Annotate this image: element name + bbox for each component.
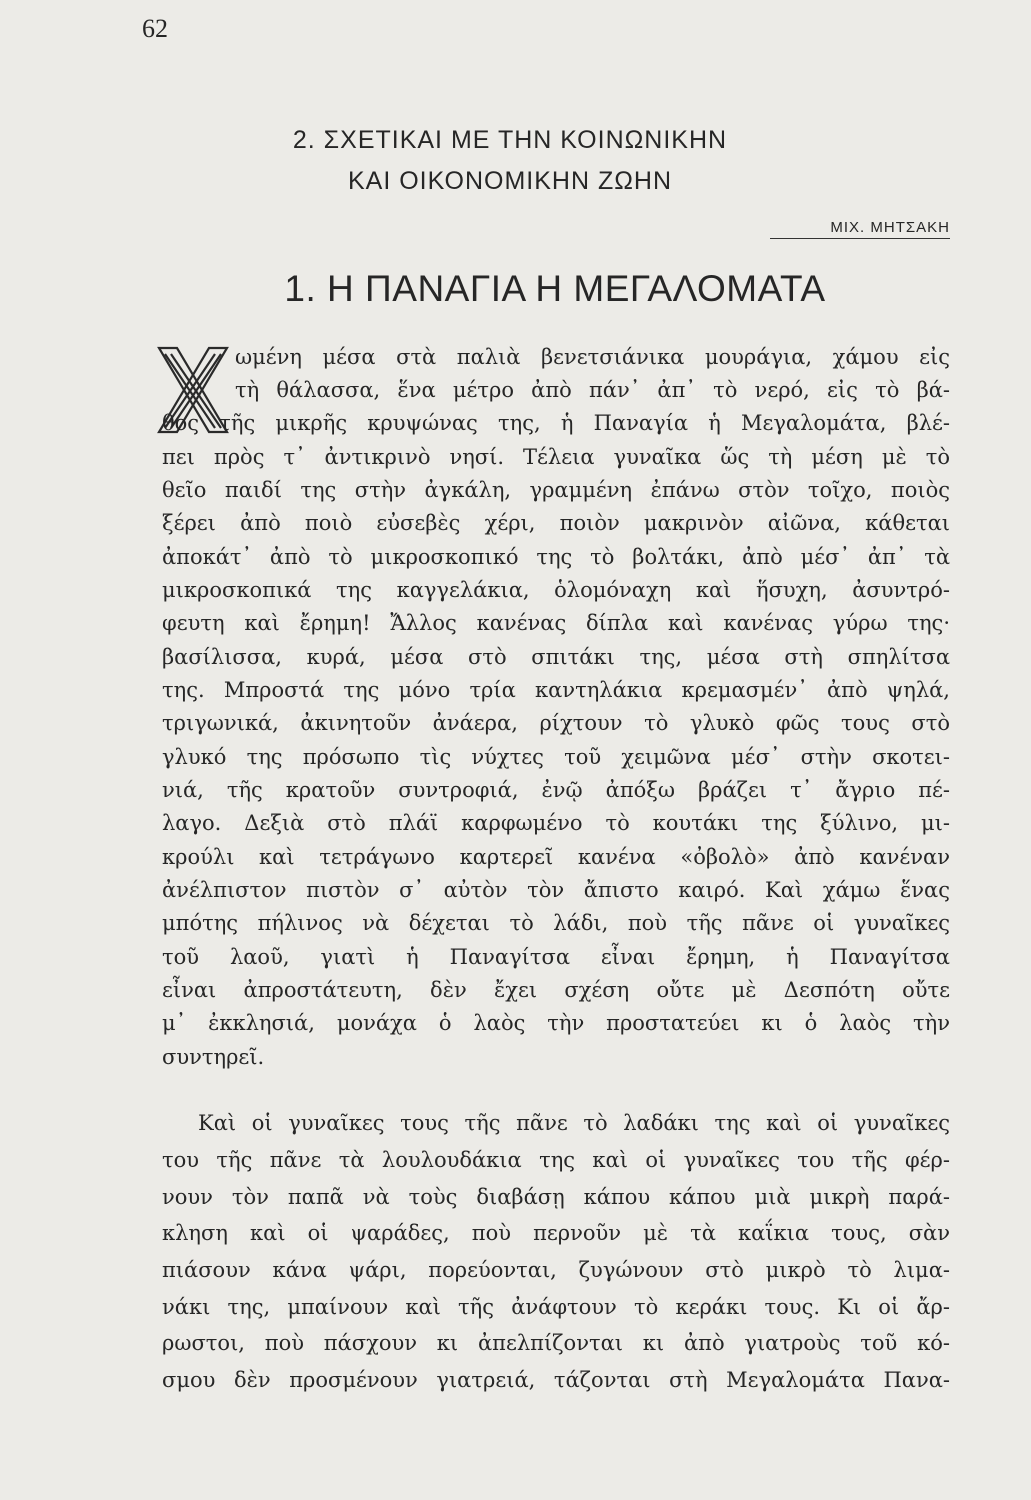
text-line: ρωστοι, ποὺ πάσχουν κι ἀπελπίζονται κι ἀπὸ γιατροὺς τοῦ κό- xyxy=(162,1331,950,1355)
text-line: σμου δὲν προσμένουν γιατρειά, τάζονται στὴ Μεγαλομάτα Πανα- xyxy=(162,1368,950,1392)
text-line: τὴ θάλασσα, ἕνα μέτρο ἀπὸ πάν᾽ ἀπ᾽ τὸ νερό, εἰς τὸ βά- xyxy=(235,378,950,402)
text-line: ἀποκάτ᾽ ἀπὸ τὸ μικροσκοπικό της τὸ βολτάκι, ἀπὸ μέσ᾽ ἀπ᾽ τὰ xyxy=(162,545,950,569)
text-line: τοῦ λαοῦ, γιατὶ ἡ Παναγίτσα εἶναι ἔρημη, ἡ Παναγίτσα xyxy=(162,945,950,969)
text-line: θεῖο παιδί της στὴν ἀγκάλη, γραμμένη ἐπάνω στὸν τοῖχο, ποιὸς xyxy=(162,478,950,502)
text-line: λαγο. Δεξιὰ στὸ πλάϊ καρφωμένο τὸ κουτάκι της ξύλινο, μι- xyxy=(162,811,950,835)
text-line: νάκι της, μπαίνουν καὶ τῆς ἀνάφτουν τὸ κεράκι τους. Κι οἱ ἄρ- xyxy=(162,1295,950,1319)
text-line: γλυκό της πρόσωπο τὶς νύχτες τοῦ χειμῶνα μέσ᾽ στὴν σκοτει- xyxy=(162,745,950,769)
text-line: μπότης πήλινος νὰ δέχεται τὸ λάδι, ποὺ τῆς πᾶνε οἱ γυναῖκες xyxy=(162,911,950,935)
text-line: μικροσκοπικά της καγγελάκια, ὁλομόναχη καὶ ἥσυχη, ἀσυντρό- xyxy=(162,578,950,602)
text-line: βασίλισσα, κυρά, μέσα στὸ σπιτάκι της, μέσα στὴ σπηλίτσα xyxy=(162,645,950,669)
text-line: Καὶ οἱ γυναῖκες τους τῆς πᾶνε τὸ λαδάκι της καὶ οἱ γυναῖκες xyxy=(198,1111,950,1135)
text-line: τριγωνικά, ἀκινητοῦν ἀνάερα, ρίχτουν τὸ γλυκὸ φῶς τους στὸ xyxy=(162,711,950,735)
text-line: νουν τὸν παπᾶ νὰ τοὺς διαβάσῃ κάπου κάπου μιὰ μικρὴ παρά- xyxy=(162,1185,950,1209)
section-heading-line-2: ΚΑΙ ΟΙΚΟΝΟΜΙΚΗΝ ΖΩΗΝ xyxy=(347,167,673,195)
text-line: συντηρεῖ. xyxy=(162,1045,265,1069)
text-line: θος τῆς μικρῆς κρυψώνας της, ἡ Παναγία ἡ Μεγαλομάτα, βλέ- xyxy=(162,411,950,435)
text-line: της. Μπροστά της μόνο τρία καντηλάκια κρεμασμέν᾽ ἀπὸ ψηλά, xyxy=(162,678,950,702)
text-line: ξέρει ἀπὸ ποιὸ εὐσεβὲς χέρι, ποιὸν μακρινὸν αἰῶνα, κάθεται xyxy=(162,511,950,535)
text-line: μ᾽ ἐκκλησιά, μονάχα ὁ λαὸς τὴν προστατεύει κι ὁ λαὸς τὴν xyxy=(162,1011,950,1035)
text-line: του τῆς πᾶνε τὰ λουλουδάκια της καὶ οἱ γυναῖκες του τῆς φέρ- xyxy=(162,1148,950,1172)
text-line: πει πρὸς τ᾽ ἀντικρινὸ νησί. Τέλεια γυναῖκα ὥς τὴ μέση μὲ τὸ xyxy=(162,445,950,469)
text-line: κρούλι καὶ τετράγωνο καρτερεῖ κανένα «ὀβολὸ» ἀπὸ κανέναν xyxy=(162,845,950,869)
text-line: πιάσουν κάνα ψάρι, πορεύονται, ζυγώνουν στὸ μικρὸ τὸ λιμα- xyxy=(162,1258,950,1282)
section-heading-line-1: 2. ΣΧΕΤΙΚΑΙ ΜΕ ΤΗΝ ΚΟΙΝΩΝΙΚΗΝ xyxy=(292,126,728,154)
text-line: κληση καὶ οἱ ψαράδες, ποὺ περνοῦν μὲ τὰ καΐκια τους, σὰν xyxy=(162,1221,950,1245)
author-name: ΜΙΧ. ΜΗΤΣΑΚΗ xyxy=(770,219,950,239)
text-line: ἀνέλπιστον πιστὸν σ᾽ αὐτὸν τὸν ἄπιστο καιρό. Καὶ χάμω ἕνας xyxy=(162,878,950,902)
text-line: εἶναι ἀπροστάτευτη, δὲν ἔχει σχέση οὔτε μὲ Δεσπότη οὔτε xyxy=(162,978,950,1002)
page-number: 62 xyxy=(142,14,168,43)
text-line: νιά, τῆς κρατοῦν συντροφιά, ἐνῷ ἀπόξω βράζει τ᾽ ἄγριο πέ- xyxy=(162,778,950,802)
story-title: 1. Η ΠΑΝΑΓΙΑ Η ΜΕΓΑΛΟΜΑΤΑ xyxy=(284,268,826,309)
text-line: φευτη καὶ ἔρημη! Ἄλλος κανένας δίπλα καὶ κανένας γύρω της· xyxy=(162,611,950,635)
text-line: ωμένη μέσα στὰ παλιὰ βενετσιάνικα μουράγια, χάμου εἰς xyxy=(235,345,950,369)
